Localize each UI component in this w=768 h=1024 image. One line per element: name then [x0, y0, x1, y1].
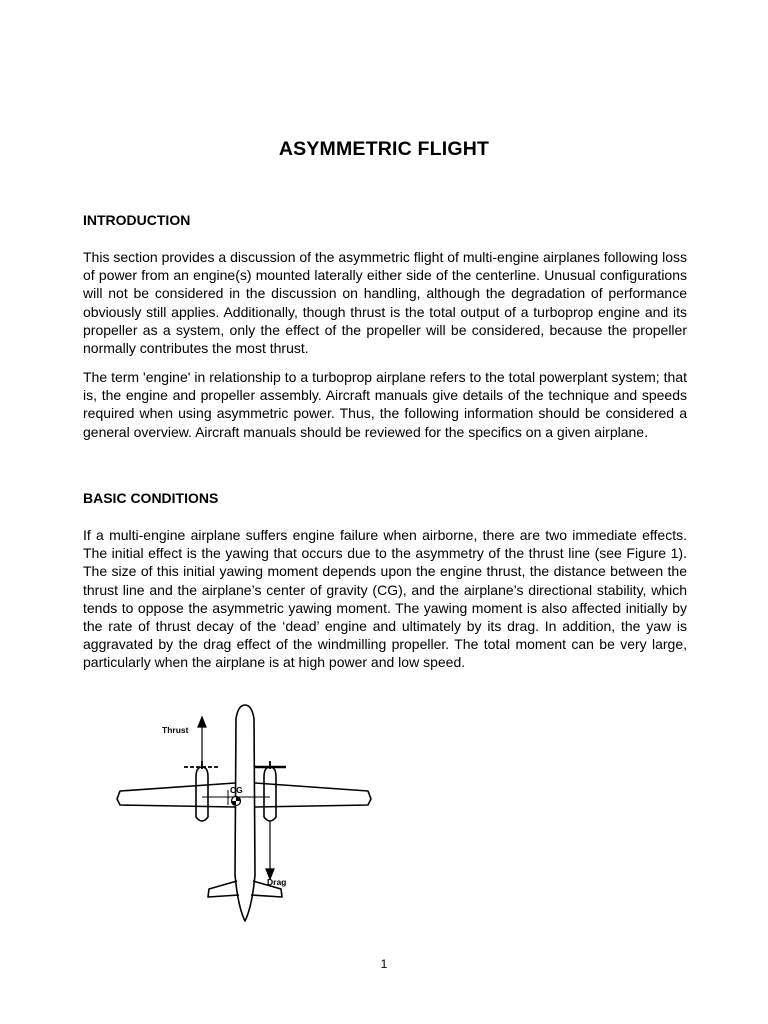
- left-nacelle-outline: [196, 767, 208, 821]
- section-heading-introduction: INTRODUCTION: [83, 212, 191, 228]
- page-number: 1: [380, 957, 388, 971]
- cg-label: CG: [230, 785, 243, 795]
- fuselage-outline: [235, 705, 255, 921]
- paragraph-basic-conditions-1: If a multi-engine airplane suffers engine failure when airborne, there are two immediate effects. The initial effect is the yawing that occurs due to the asymmetry of the thrust line (see Figure 1). The size of this initial yawing moment depends upon the engine thrust, the distance between the thrust line and the airplane’s center of gravity (CG), and the airplane’s directional stability, which tends to oppose the asymmetric yawing moment. The yawing moment is also affected initially by the rate of thrust decay of the ‘dead’ engine and ultimately by its drag. In addition, the yaw is aggravated by the drag effect of the windmilling propeller. The total moment can be very large, particularly when the airplane is at high power and low speed.: [83, 527, 687, 671]
- section-heading-basic-conditions: BASIC CONDITIONS: [83, 490, 219, 506]
- thrust-label: Thrust: [162, 725, 189, 735]
- airplane-diagram-svg: [110, 695, 380, 935]
- figure-airplane-diagram: [110, 695, 380, 935]
- paragraph-introduction-1: This section provides a discussion of the asymmetric flight of multi-engine airplanes following loss of power from an engine(s) mounted laterally either side of the centerline. Unusual configurations will not be considered in the discussion on handling, although the degradation of performance obviously still applies. Additionally, though thrust is the total output of a turboprop engine and its propeller as a system, only the effect of the propeller will be considered, because the propeller normally contributes the most thrust.: [83, 249, 687, 357]
- page-title: ASYMMETRIC FLIGHT: [278, 138, 490, 160]
- drag-label: Drag: [267, 877, 287, 887]
- right-wing-outline: [255, 783, 371, 807]
- paragraph-introduction-2: The term 'engine' in relationship to a turboprop airplane refers to the total powerplant system; that is, the engine and propeller assembly. Aircraft manuals give details of the technique and speeds required when using asymmetric power. Thus, the following information should be considered a general overview. Aircraft manuals should be reviewed for the specifics on a given airplane.: [83, 369, 687, 440]
- right-nacelle-outline: [264, 767, 276, 821]
- cg-symbol-icon: [232, 797, 241, 806]
- left-wing-outline: [117, 783, 235, 807]
- thrust-arrow-icon: [198, 717, 206, 727]
